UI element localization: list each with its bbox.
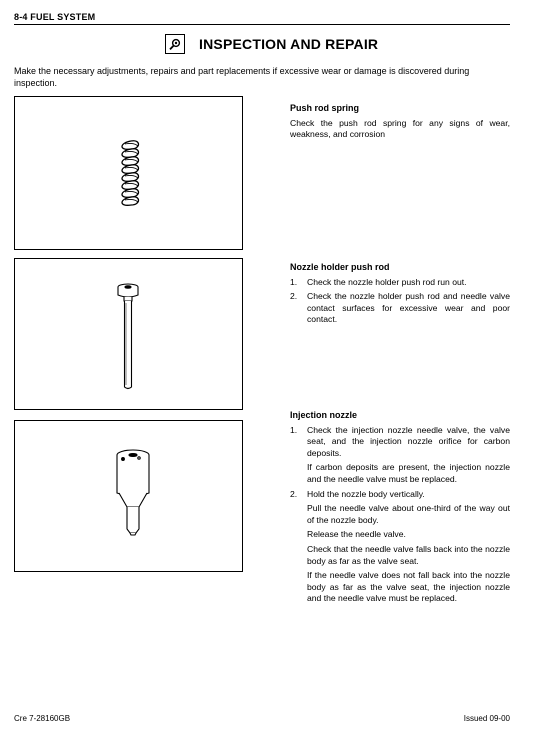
list-item (290, 291, 510, 326)
nozzle-holder-push-rod-illustration (15, 259, 242, 409)
injection-nozzle-figure (14, 420, 243, 572)
step-subtext: If the needle valve does not fall back into the nozzle body as far as the valve seat, the injection nozzle and the needle valve must be replaced. (307, 570, 510, 604)
intro-text: Make the necessary adjustments, repairs and part replacements if excessive wear or damage is discovered during inspection. (14, 66, 470, 88)
footer-issue-date: Issued 09-00 (463, 714, 510, 723)
step-text: Hold the nozzle body vertically. (307, 488, 425, 499)
injection-nozzle-illustration (15, 421, 242, 571)
step-subtext: Release the needle valve. (307, 529, 406, 540)
step-subtext: Check that the needle valve falls back into the nozzle body as far as the valve seat. (307, 543, 510, 566)
step-number: 2. (290, 291, 298, 302)
step-number: 1. (290, 276, 298, 287)
page-title: INSPECTION AND REPAIR (199, 36, 379, 52)
step-text: Check the nozzle holder push rod and needle valve contact surfaces for excessive wear and poor contact. (307, 291, 510, 325)
page-header: 8-4 FUEL SYSTEM (14, 12, 510, 25)
footer-document-code: Cre 7-28160GB (14, 714, 71, 723)
list-item (290, 425, 510, 486)
step-subtext: Pull the needle valve about one-third of the way out of the nozzle body. (307, 503, 510, 525)
step-number: 1. (290, 424, 298, 435)
section-text: Check the push rod spring for any signs of wear, weakness, and corrosion (290, 117, 510, 140)
step-list (290, 277, 510, 326)
section-heading: Push rod spring (290, 103, 360, 113)
title-block (165, 34, 378, 54)
step-text: Check the injection nozzle needle valve, the valve seat, and the injection nozzle orifice for carbon deposits. (307, 424, 510, 458)
nozzle-holder-push-rod-figure (14, 258, 243, 410)
section-heading: Injection nozzle (290, 410, 358, 420)
push-rod-spring-figure (14, 96, 243, 250)
step-list (290, 425, 510, 605)
step-text: Check the nozzle holder push rod run out. (307, 276, 467, 287)
step-subtext: If carbon deposits are present, the injection nozzle and the needle valve must be replaced. (307, 462, 510, 484)
section-push-rod-spring (290, 103, 510, 144)
section-nozzle-holder-push-rod (290, 262, 510, 329)
section-injection-nozzle (290, 410, 510, 608)
push-rod-spring-illustration (15, 97, 242, 249)
inspection-magnifier-icon (165, 34, 185, 54)
section-heading: Nozzle holder push rod (290, 262, 390, 272)
list-item (290, 489, 510, 605)
list-item (290, 277, 510, 289)
step-number: 2. (290, 488, 298, 499)
